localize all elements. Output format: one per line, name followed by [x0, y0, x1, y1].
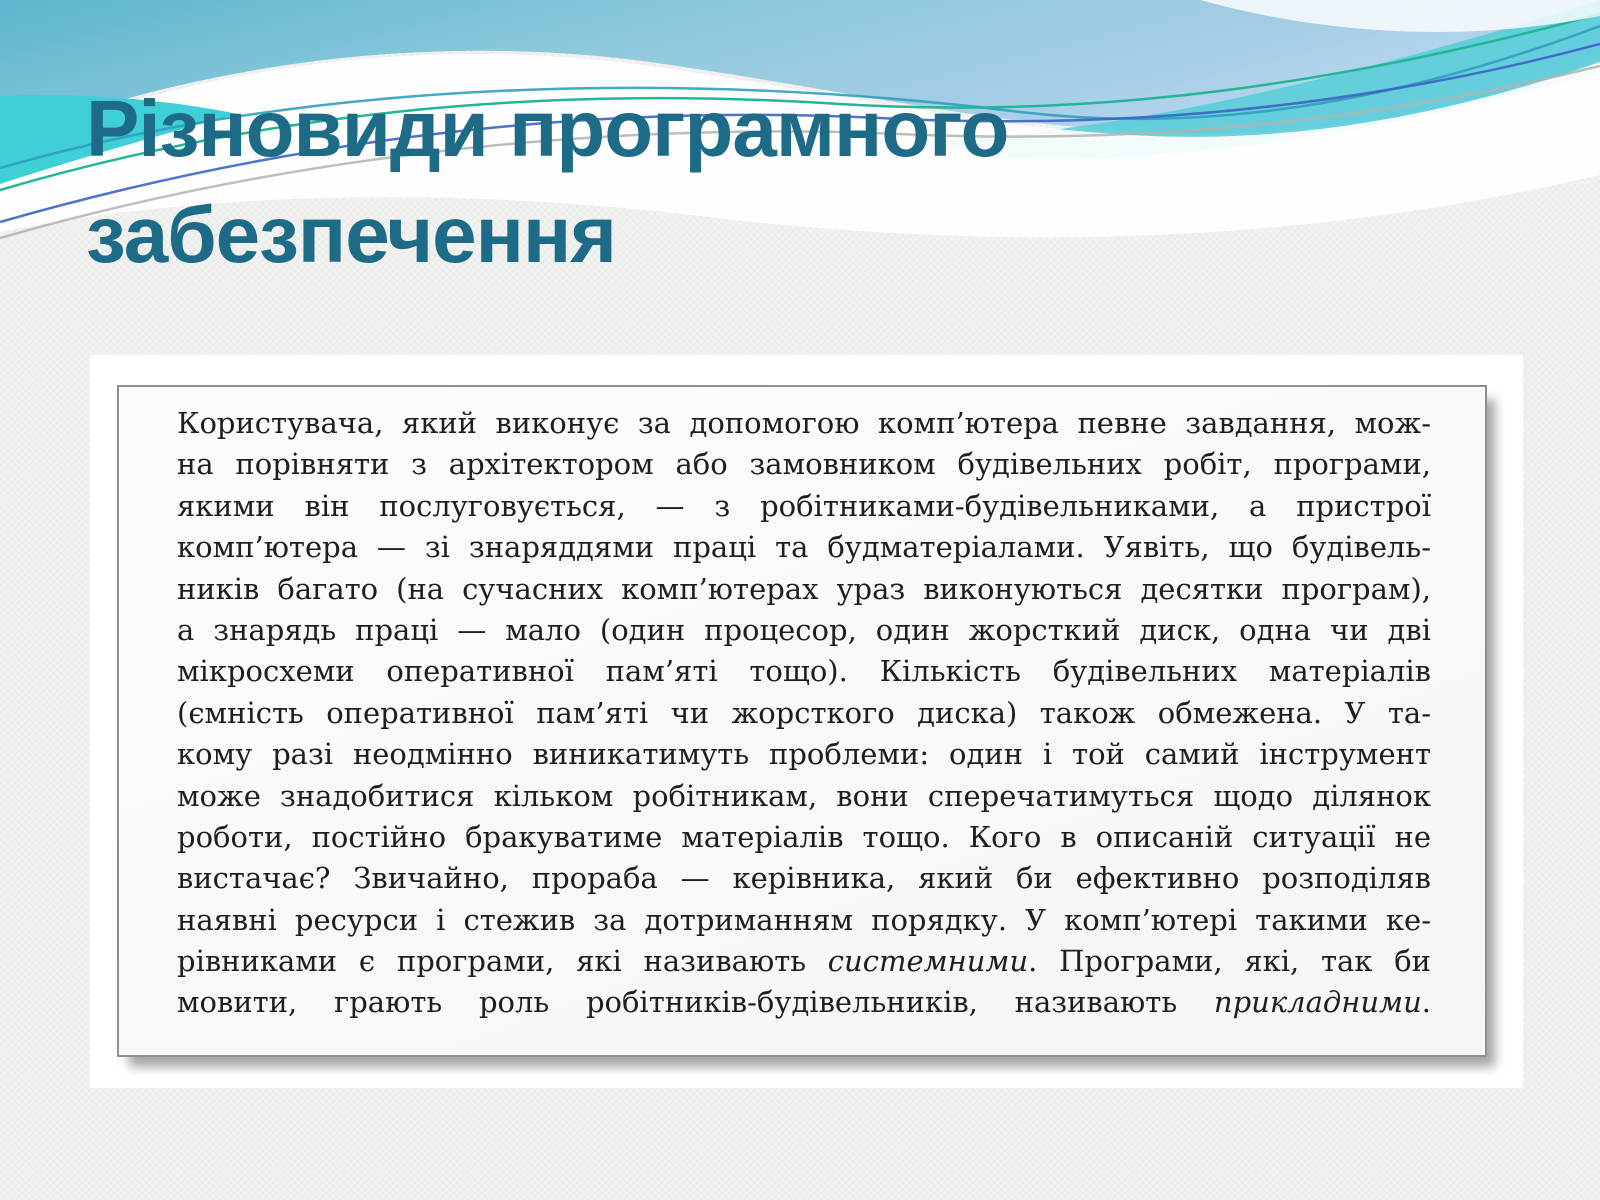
scan-text-line: може знадобитися кільком робітникам, вони сперечатимуться щодо ділянок: [177, 778, 1431, 813]
scan-text-line: на порівняти з архітектором або замовником будівельних робіт, програми,: [177, 447, 1431, 482]
scan-text-italic: системними: [827, 944, 1029, 979]
scan-text-line: Користувача, який виконує за допомогою комп’ютера певне завдання, мож-: [177, 406, 1431, 440]
scan-text-line: (ємність оперативної пам’яті чи жорсткого диска) також обмежена. У та-: [177, 695, 1431, 730]
scan-text-line: мікросхеми оперативної пам’яті тощо). Кількість будівельних матеріалів: [177, 654, 1431, 689]
scan-text-segment: .: [1421, 985, 1431, 1020]
scan-text-line: ників багато (на сучасних комп’ютерах ураз виконуються десятки програм),: [177, 571, 1431, 606]
scan-text-line: [177, 941, 1431, 982]
scan-text-segment: рівниками є програми, які називають: [177, 944, 828, 979]
scan-text-line: а знарядь праці — мало (один процесор, один жорсткий диск, одна чи дві: [177, 612, 1431, 647]
scan-text-line: вистачає? Звичайно, прораба — керівника, який би ефективно розподіляв: [177, 861, 1431, 896]
slide-title: Різновиди програмного забезпечення: [86, 84, 1009, 280]
scan-text-line: роботи, постійно бракуватиме матеріалів тощо. Кого в описаній ситуації не: [177, 819, 1431, 854]
scan-text-segment: мовити, грають роль робітників-будівельників, називають: [177, 985, 1214, 1020]
scan-text-line: наявні ресурси і стежив за дотриманням порядку. У комп’ютері такими ке-: [177, 902, 1431, 937]
scan-text-line: [177, 982, 1431, 1023]
scan-text-segment: . Програми, які, так би: [1028, 944, 1431, 979]
content-image-frame: [90, 355, 1523, 1088]
scan-text-italic: прикладними: [1213, 985, 1422, 1020]
scanned-text-image: [117, 385, 1487, 1057]
scan-text-line: якими він послуговується, — з робітниками-будівельниками, а пристрої: [177, 488, 1431, 523]
scan-text-line: комп’ютера — зі знаряддями праці та будматеріалами. Уявіть, що будівель-: [177, 530, 1431, 565]
scan-text-line: кому разі неодмінно виникатимуть проблеми: один і той самий інструмент: [177, 737, 1431, 772]
